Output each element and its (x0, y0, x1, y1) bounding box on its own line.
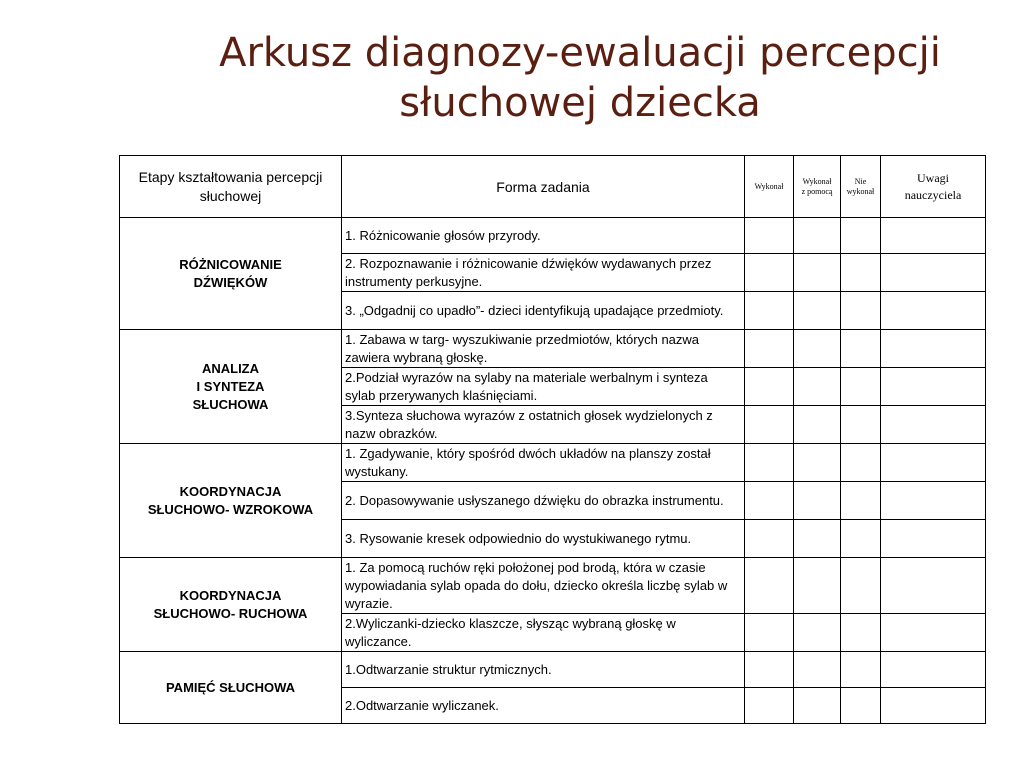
task-cell: 1. Zabawa w targ- wyszukiwanie przedmiotów, których nazwa zawiera wybraną głoskę. (342, 330, 745, 368)
stage-label: SŁUCHOWO- WZROKOWA (147, 501, 314, 517)
table-row (120, 652, 986, 688)
done-with-help-cell[interactable] (794, 406, 841, 444)
done-cell[interactable] (745, 482, 794, 520)
not-done-cell[interactable] (841, 558, 881, 614)
header-row (120, 156, 986, 218)
done-cell[interactable] (745, 218, 794, 254)
page-title (150, 28, 1010, 128)
stage-label: KOORDYNACJA (179, 483, 282, 499)
stage-label: KOORDYNACJA (179, 587, 282, 603)
header-teacher-notes (881, 156, 986, 218)
header-stage: Etapy kształtowania percepcji słuchowej (120, 156, 342, 218)
teacher-notes-cell[interactable] (881, 254, 986, 292)
done-with-help-cell[interactable] (794, 254, 841, 292)
not-done-cell[interactable] (841, 614, 881, 652)
table-row (120, 218, 986, 254)
done-cell[interactable] (745, 444, 794, 482)
done-with-help-cell[interactable] (794, 444, 841, 482)
stage-label: SŁUCHOWA (192, 396, 269, 412)
header-form: Forma zadania (342, 156, 745, 218)
task-cell: 2. Rozpoznawanie i różnicowanie dźwięków wydawanych przez instrumenty perkusyjne. (342, 254, 745, 292)
stage-cell-sound-differentiation (120, 218, 342, 330)
teacher-notes-cell[interactable] (881, 614, 986, 652)
task-cell: 1. Różnicowanie głosów przyrody. (342, 218, 745, 254)
stage-label: ANALIZA (201, 360, 260, 376)
done-cell[interactable] (745, 520, 794, 558)
stage-cell-auditory-memory (120, 652, 342, 724)
task-cell: 2. Dopasowywanie usłyszanego dźwięku do obrazka instrumentu. (342, 482, 745, 520)
task-cell: 1. Za pomocą ruchów ręki położonej pod brodą, która w czasie wypowiadania sylab opada do dołu, dziecko określa liczbę sylab w wyrazie. (342, 558, 745, 614)
header-not-done (841, 156, 881, 218)
header-done-with-help (794, 156, 841, 218)
done-with-help-cell[interactable] (794, 558, 841, 614)
header-not-done-line-1: Nie (854, 176, 867, 186)
stage-cell-auditory-analysis (120, 330, 342, 444)
title-line-1: Arkusz diagnozy-ewaluacji percepcji (219, 30, 941, 76)
task-cell: 1. Zgadywanie, który spośród dwóch układów na planszy został wystukany. (342, 444, 745, 482)
task-cell: 2.Podział wyrazów na sylaby na materiale werbalnym i synteza sylab przerywanych klaśnięciami. (342, 368, 745, 406)
table-row (120, 558, 986, 614)
not-done-cell[interactable] (841, 406, 881, 444)
teacher-notes-cell[interactable] (881, 406, 986, 444)
teacher-notes-cell[interactable] (881, 218, 986, 254)
done-cell[interactable] (745, 330, 794, 368)
done-with-help-cell[interactable] (794, 482, 841, 520)
task-cell: 3.Synteza słuchowa wyrazów z ostatnich głosek wydzielonych z nazw obrazków. (342, 406, 745, 444)
not-done-cell[interactable] (841, 368, 881, 406)
done-cell[interactable] (745, 614, 794, 652)
teacher-notes-cell[interactable] (881, 520, 986, 558)
table-row (120, 444, 986, 482)
stage-label: DŹWIĘKÓW (193, 274, 268, 290)
teacher-notes-cell[interactable] (881, 688, 986, 724)
done-cell[interactable] (745, 254, 794, 292)
done-with-help-cell[interactable] (794, 520, 841, 558)
done-cell[interactable] (745, 558, 794, 614)
not-done-cell[interactable] (841, 520, 881, 558)
teacher-notes-cell[interactable] (881, 482, 986, 520)
task-cell: 2.Wyliczanki-dziecko klaszcze, słysząc wybraną głoskę w wyliczance. (342, 614, 745, 652)
not-done-cell[interactable] (841, 218, 881, 254)
header-done-with-help-line-1: Wykonał (802, 176, 832, 186)
done-cell[interactable] (745, 406, 794, 444)
stage-label: PAMIĘĆ SŁUCHOWA (165, 679, 296, 695)
not-done-cell[interactable] (841, 444, 881, 482)
task-cell: 3. Rysowanie kresek odpowiednio do wystukiwanego rytmu. (342, 520, 745, 558)
not-done-cell[interactable] (841, 292, 881, 330)
stage-label: SŁUCHOWO- RUCHOWA (153, 605, 308, 621)
table-row (120, 330, 986, 368)
stage-label: RÓŻNICOWANIE (179, 256, 282, 272)
task-cell: 3. „Odgadnij co upadło”- dzieci identyfikują upadające przedmioty. (342, 292, 745, 330)
header-teacher-notes-line-1: Uwagi (917, 170, 949, 185)
header-teacher-notes-line-2: nauczyciela (904, 187, 962, 202)
evaluation-table (119, 155, 986, 724)
done-with-help-cell[interactable] (794, 330, 841, 368)
header-done-with-help-line-2: z pomocą (801, 186, 833, 196)
not-done-cell[interactable] (841, 330, 881, 368)
done-cell[interactable] (745, 368, 794, 406)
stage-label: I SYNTEZA (196, 378, 265, 394)
stage-cell-auditory-visual (120, 444, 342, 558)
done-with-help-cell[interactable] (794, 368, 841, 406)
done-with-help-cell[interactable] (794, 292, 841, 330)
task-cell: 1.Odtwarzanie struktur rytmicznych. (342, 652, 745, 688)
not-done-cell[interactable] (841, 482, 881, 520)
not-done-cell[interactable] (841, 652, 881, 688)
teacher-notes-cell[interactable] (881, 652, 986, 688)
done-with-help-cell[interactable] (794, 218, 841, 254)
title-line-2: słuchowej dziecka (399, 80, 761, 126)
teacher-notes-cell[interactable] (881, 330, 986, 368)
header-done: Wykonał (745, 156, 794, 218)
stage-cell-auditory-motor (120, 558, 342, 652)
header-not-done-line-2: wykonał (846, 186, 875, 196)
teacher-notes-cell[interactable] (881, 292, 986, 330)
done-with-help-cell[interactable] (794, 688, 841, 724)
done-cell[interactable] (745, 292, 794, 330)
task-cell: 2.Odtwarzanie wyliczanek. (342, 688, 745, 724)
done-with-help-cell[interactable] (794, 614, 841, 652)
teacher-notes-cell[interactable] (881, 558, 986, 614)
teacher-notes-cell[interactable] (881, 368, 986, 406)
done-with-help-cell[interactable] (794, 652, 841, 688)
teacher-notes-cell[interactable] (881, 444, 986, 482)
done-cell[interactable] (745, 688, 794, 724)
done-cell[interactable] (745, 652, 794, 688)
not-done-cell[interactable] (841, 254, 881, 292)
not-done-cell[interactable] (841, 688, 881, 724)
